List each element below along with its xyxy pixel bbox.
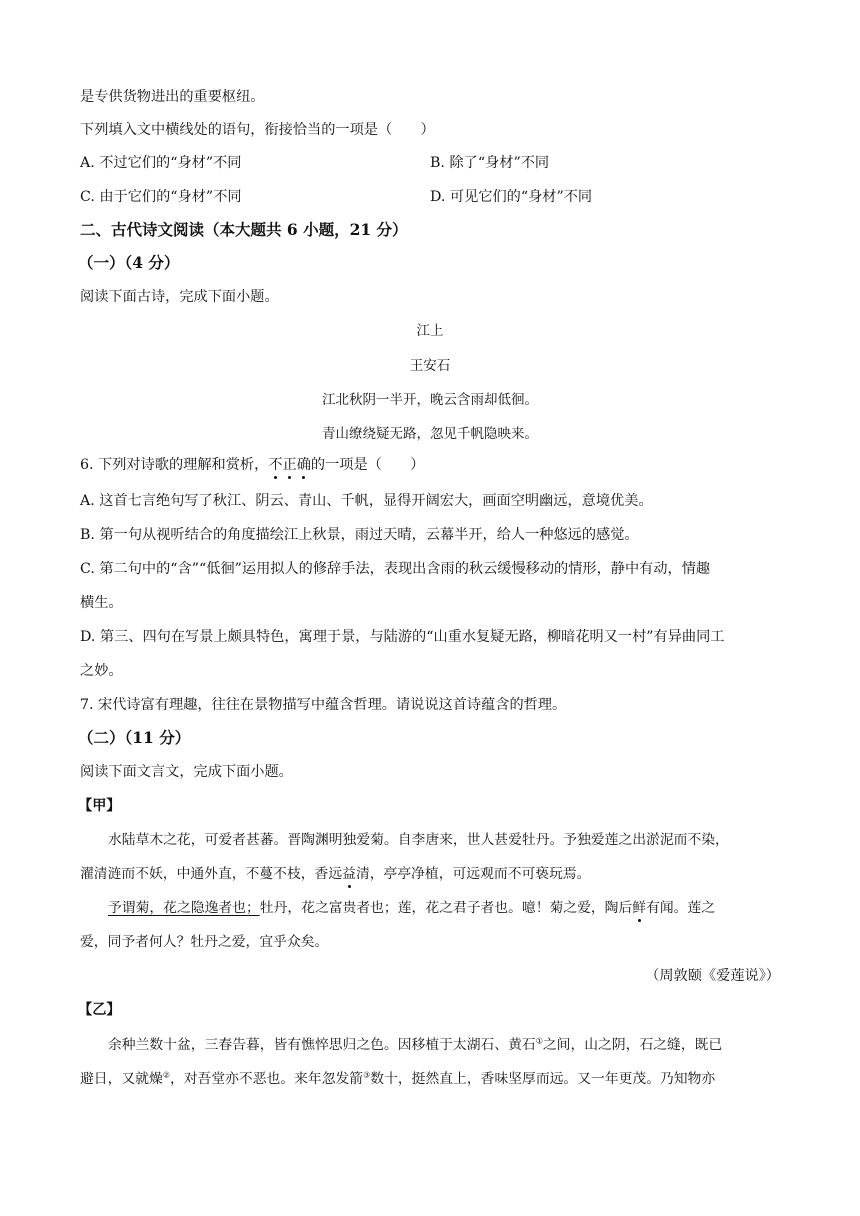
- question-7: 7. 宋代诗富有理趣，往往在景物描写中蕴含哲理。请说说这首诗蕴含的哲理。: [80, 697, 567, 713]
- q6-option-d: D. 第三、四句在写景上颇具特色，寓理于景，与陆游的“山重水复疑无路，柳暗花明又一村”有异曲同工: [80, 629, 725, 645]
- passage-text: 有闻。莲之: [646, 900, 716, 916]
- passage-label-yi: 【乙】: [78, 1002, 121, 1018]
- option-a: A. 不过它们的“身材”不同: [80, 155, 242, 171]
- passage-label-jia: 【甲】: [78, 798, 121, 814]
- emphasis-char: 不: [268, 457, 283, 473]
- passage-text: 之间，山之阴，石之缝，既已: [542, 1037, 723, 1053]
- passage-text: 清，亭亭净植，可远观而不可亵玩焉。: [355, 866, 591, 882]
- passage-text: 数十，挺然直上，香味坚厚而远。又一年更茂。乃知物亦: [370, 1071, 716, 1087]
- underlined-sentence: 予谓菊，花之隐逸者也；: [108, 900, 260, 916]
- poem-title: 江上: [416, 323, 444, 339]
- passage-text: 余种兰数十盆，三春告暮，皆有憔悴思归之色。因移植于太湖石、黄石: [108, 1037, 536, 1053]
- emphasis-char: 确: [296, 457, 311, 473]
- emphasis-char: 益: [342, 866, 356, 882]
- instruction-text: 阅读下面古诗，完成下面小题。: [80, 289, 279, 305]
- poem-line: 青山缭绕疑无路，忽见千帆隐映来。: [322, 426, 538, 442]
- emphasis-char: 鲜: [632, 900, 647, 916]
- q6-option-b: B. 第一句从视听结合的角度描绘江上秋景，雨过天晴，云幕半开，给人一种悠远的感觉。: [80, 527, 639, 543]
- poem-line: 江北秋阴一半开，晚云含雨却低徊。: [322, 392, 538, 408]
- q6-option-c-cont: 横生。: [80, 595, 123, 611]
- section-heading: 二、古代诗文阅读（本大题共 6 小题，21 分）: [80, 220, 408, 239]
- footnote-marker: ②: [162, 1070, 170, 1080]
- passage-text: 濯清涟而不妖，中通外直，不蔓不枝，香远: [80, 866, 343, 882]
- passage-line: 爱，同予者何人？牡丹之爱，宜乎众矣。: [80, 934, 329, 950]
- paragraph-line: 是专供货物进出的重要枢纽。: [80, 89, 265, 105]
- option-c: C. 由于它们的“身材”不同: [80, 189, 242, 205]
- passage-source: （周敦颐《爱莲说》）: [645, 968, 780, 984]
- q6-option-d-cont: 之妙。: [80, 663, 123, 679]
- passage-line: 水陆草木之花，可爱者甚蕃。晋陶渊明独爱菊。自李唐来，世人甚爱牡丹。予独爱莲之出淤泥而不染，: [108, 832, 729, 848]
- passage-text: 牡丹，花之富贵者也；莲，花之君子者也。噫！菊之爱，陶后: [259, 900, 633, 916]
- question-stem: 下列填入文中横线处的语句，衔接恰当的一项是（ ）: [80, 122, 435, 138]
- poem-author: 王安石: [409, 358, 451, 374]
- passage-line: [80, 864, 780, 884]
- passage-line: [108, 898, 780, 918]
- instruction-text: 阅读下面文言文，完成下面小题。: [80, 764, 293, 780]
- emphasis-char: 正: [282, 457, 297, 473]
- q6-option-c: C. 第二句中的“含”“低徊”运用拟人的修辞手法，表现出含雨的秋云缓慢移动的情形，静中有动，情趣: [80, 561, 711, 577]
- footnote-marker: ①: [535, 1036, 543, 1046]
- footnote-marker: ③: [363, 1070, 371, 1080]
- question-6-lead: 6. 下列对诗歌的理解和赏析，: [80, 457, 269, 473]
- option-d: D. 可见它们的“身材”不同: [430, 189, 593, 205]
- question-6-tail: 的一项是（ ）: [310, 457, 425, 473]
- passage-line: [108, 1035, 780, 1055]
- passage-text: 避日，又就燥: [80, 1071, 163, 1087]
- option-b: B. 除了“身材”不同: [430, 155, 550, 171]
- subsection-heading: （一）（4 分）: [78, 253, 180, 272]
- passage-text: ，对吾堂亦不恶也。来年忽发箭: [169, 1071, 364, 1087]
- question-6: [80, 455, 780, 475]
- subsection-heading: （二）（11 分）: [78, 728, 191, 747]
- passage-line: [80, 1069, 780, 1089]
- q6-option-a: A. 这首七言绝句写了秋江、阴云、青山、千帆，显得开阔宏大，画面空明幽远，意境优美。: [80, 493, 653, 509]
